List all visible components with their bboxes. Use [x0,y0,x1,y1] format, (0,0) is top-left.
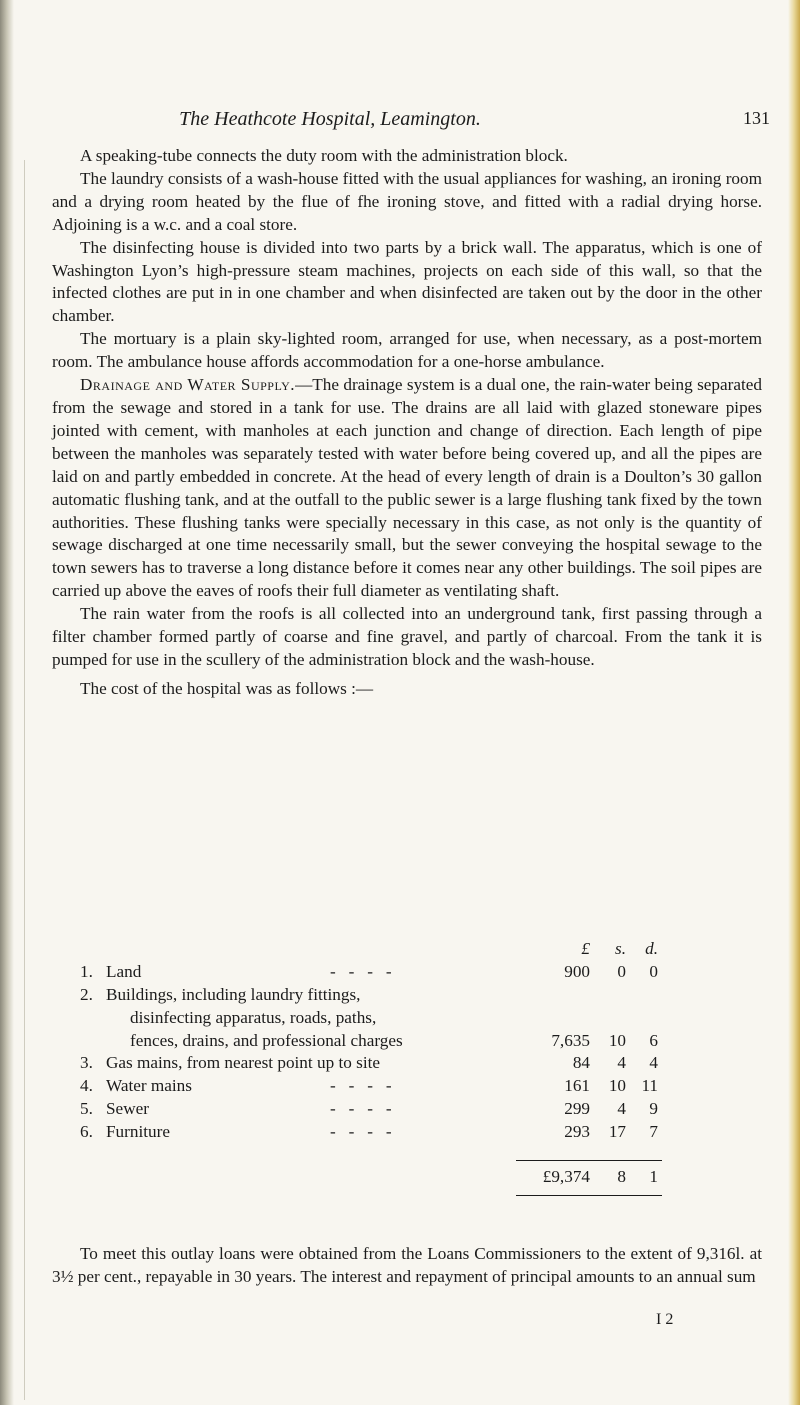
cost-row-item: Water mains [106,1076,192,1096]
cost-row-leader: - - - - [330,961,392,981]
cost-row-item: Buildings, including laundry fittings, [106,984,361,1004]
cost-row-shillings: 4 [617,1099,626,1119]
cost-row-pence: 7 [649,1122,658,1142]
cost-row-leader: - - - - [330,1099,392,1119]
running-header [40,108,770,138]
cost-row [80,984,680,1007]
cost-intro: The cost of the hospital was as follows :— [80,678,374,698]
cost-row-leader: - - - - [330,1122,392,1142]
cost-row [80,1075,680,1098]
cost-row [80,961,680,984]
cost-row-item: Furniture [106,1122,170,1142]
page-number: 131 [743,108,770,128]
cost-row-shillings: 17 [608,1122,626,1142]
total-double-rule [516,1195,662,1196]
cost-row-shillings: 10 [608,1076,626,1096]
page-edge [788,0,800,1405]
cost-row-pence: 0 [649,961,658,981]
cost-row-pounds: 299 [564,1099,590,1119]
cost-row-item: fences, drains, and professional charges [130,1030,403,1050]
cost-row-pence: 11 [641,1076,658,1096]
cost-row-pence: 6 [649,1030,658,1050]
cost-row-number: 5. [80,1099,93,1119]
cost-row-pounds: 293 [564,1122,590,1142]
cost-row-number: 6. [80,1122,93,1142]
binding-shadow [0,0,14,1405]
paragraph-disinfecting-house: The disinfecting house is divided into two parts by a brick wall. The apparatus, which is one of Washington Lyon’s high-pressure steam machines, projects on each side of this wall, so that the infected clothes are put in in one chamber and when disinfected are taken out by the door in the other chamber. [52,237,762,326]
paragraph-loans: To meet this outlay loans were obtained from the Loans Commissioners to the extent of 9,316l. at 3½ per cent., repayable in 30 years. The interest and repayment of principal amounts to an annual sum [52,1244,762,1286]
paragraph-laundry: The laundry consists of a wash-house fitted with the usual appliances for washing, an ironing room and a drying room heated by the flue of fhe ironing stove, and fitted with a radial drying horse. Adjoining is a w.c. and a coal store. [52,168,762,234]
total-shillings: 8 [617,1167,626,1187]
pence-unit: d. [645,939,658,958]
running-title: The Heathcote Hospital, Leamington. [179,108,481,130]
cost-row-item: Sewer [106,1099,149,1119]
paragraph-mortuary: The mortuary is a plain sky-lighted room, arranged for use, when necessary, as a post-mortem room. The ambulance house affords accommodation for a one-horse ambulance. [52,329,762,372]
total-rule [516,1160,662,1161]
total-pence: 1 [649,1167,658,1187]
paragraph-speaking-tube: A speaking-tube connects the duty room with the administration block. [80,146,568,165]
cost-row-pounds: 900 [564,961,590,981]
paragraph-rain-water: The rain water from the roofs is all collected into an underground tank, first passing through a filter chamber formed partly of coarse and fine gravel, and partly of charcoal. From the tank it is pumped for use in the scullery of the administration block and the wash-house. [52,604,762,669]
cost-row-number: 4. [80,1076,93,1096]
gutter-line [24,160,25,1400]
cost-rows [80,961,680,1144]
cost-row-item: Land [106,961,142,981]
cost-table [80,938,680,1196]
cost-units-row [80,938,680,961]
cost-row-shillings: 4 [617,1053,626,1073]
final-paragraph-block [52,1243,762,1289]
cost-row-pounds: 161 [564,1076,590,1096]
cost-row-pence: 4 [649,1053,658,1073]
cost-row-number: 2. [80,984,93,1004]
cost-row-item: disinfecting apparatus, roads, paths, [130,1007,377,1027]
cost-row [80,1052,680,1075]
signature-mark: I 2 [656,1311,674,1328]
cost-row [80,1030,680,1053]
cost-row-pounds: 7,635 [551,1030,590,1050]
shillings-unit: s. [615,939,626,958]
cost-row-number: 1. [80,961,93,981]
paragraph-drainage [52,374,762,603]
cost-row-shillings: 0 [617,961,626,981]
total-pounds: £9,374 [542,1167,590,1187]
cost-row-pounds: 84 [572,1053,590,1073]
cost-row-item: Gas mains, from nearest point up to site [106,1053,380,1073]
cost-total-row [80,1166,680,1189]
pounds-unit: £ [581,939,590,958]
cost-row-number: 3. [80,1053,93,1073]
cost-row [80,1098,680,1121]
cost-row [80,1007,680,1030]
cost-row-shillings: 10 [608,1030,626,1050]
body-text [52,145,762,701]
cost-row-leader: - - - - [330,1076,392,1096]
cost-row-pence: 9 [649,1099,658,1119]
drainage-heading: Drainage and Water Supply. [80,375,296,395]
cost-row [80,1121,680,1144]
drainage-text: —The drainage system is a dual one, the rain-water being separated from the sewage and stored in a tank for use. The drains are all laid with glazed stoneware pipes jointed with cement, with manholes at each junction and change of direction. Each length of pipe between the manholes was separately tested with water before being covered up, and all the pipes are laid on and partly embedded in concrete. At the head of every length of drain is a Doulton’s 30 gallon automatic flushing tank, and at the outfall to the public sewer is a large flushing tank fixed by the town authorities. These flushing tanks were specially necessary in this case, as not only is the quantity of sewage discharged at one time necessarily small, but the sewer conveying the hospital sewage to the town sewers has to traverse a long distance before it comes near any other buildings. The soil pipes are carried up above the eaves of roofs their full diameter as ventilating shaft. [52,375,762,601]
